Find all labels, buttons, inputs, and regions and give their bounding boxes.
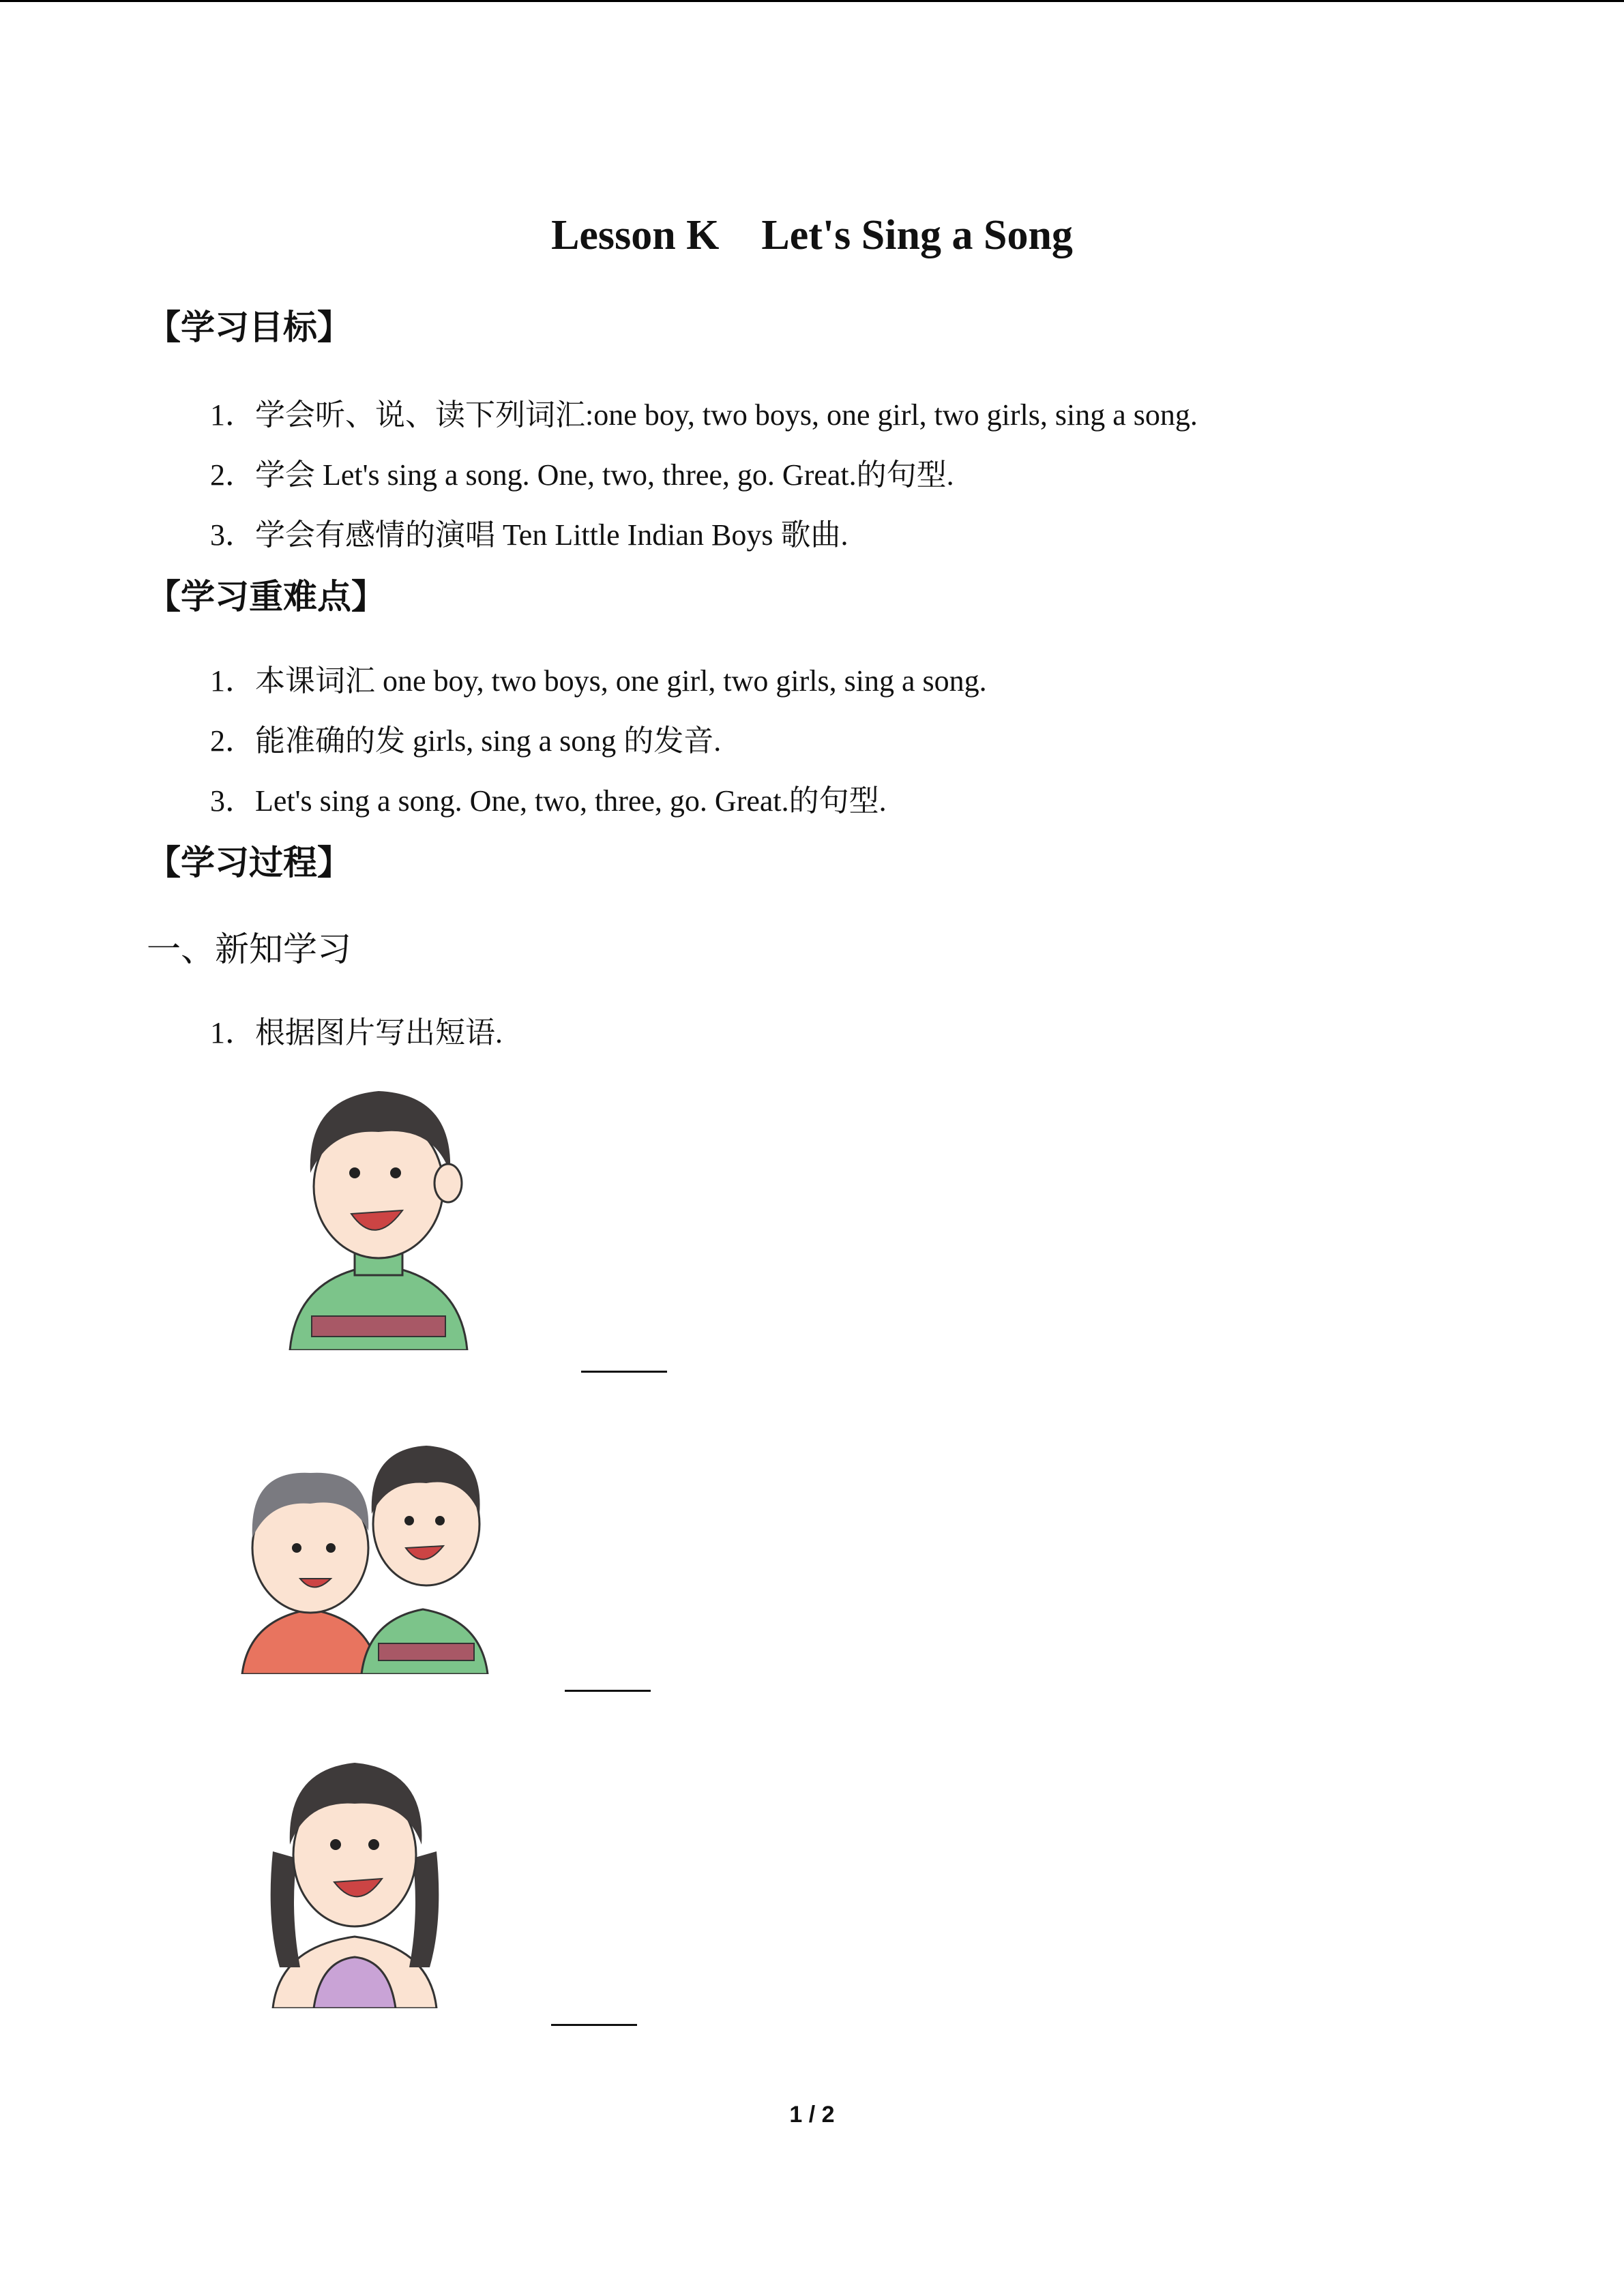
task-one-instruction: 1．根据图片写出短语. [210,1016,503,1049]
keypoint-item-1: 1．本课词汇 one boy, two boys, one girl, two girls, sing a song. [210,664,987,698]
keypoint-item-3: 3．Let's sing a song. One, two, three, go. Great.的句型. [210,784,887,818]
keypoints-heading: 【学习重难点】 [147,577,385,616]
goal-item-1: 1．学会听、说、读下列词汇:one boy, two boys, one girl, two girls, sing a song. [210,398,1198,432]
goals-heading: 【学习目标】 [147,308,351,347]
two-boys-illustration [235,1435,508,1674]
goal-item-2: 2．学会 Let's sing a song. One, two, three, go. Great.的句型. [210,458,954,492]
page-title: Lesson K Let's Sing a Song [551,212,1073,258]
section-one-title: 一、新知学习 [147,929,351,969]
answer-blank-1[interactable] [581,1371,667,1373]
goal-item-3: 3．学会有感情的演唱 Ten Little Indian Boys 歌曲. [210,518,848,552]
page-number: 1 / 2 [789,2102,835,2128]
one-girl-illustration [259,1742,450,2008]
one-boy-illustration [269,1071,488,1350]
answer-blank-3[interactable] [551,2024,637,2026]
process-heading: 【学习过程】 [147,843,351,882]
answer-blank-2[interactable] [565,1690,651,1692]
keypoint-item-2: 2．能准确的发 girls, sing a song 的发音. [210,724,722,758]
top-border [0,0,1624,2]
